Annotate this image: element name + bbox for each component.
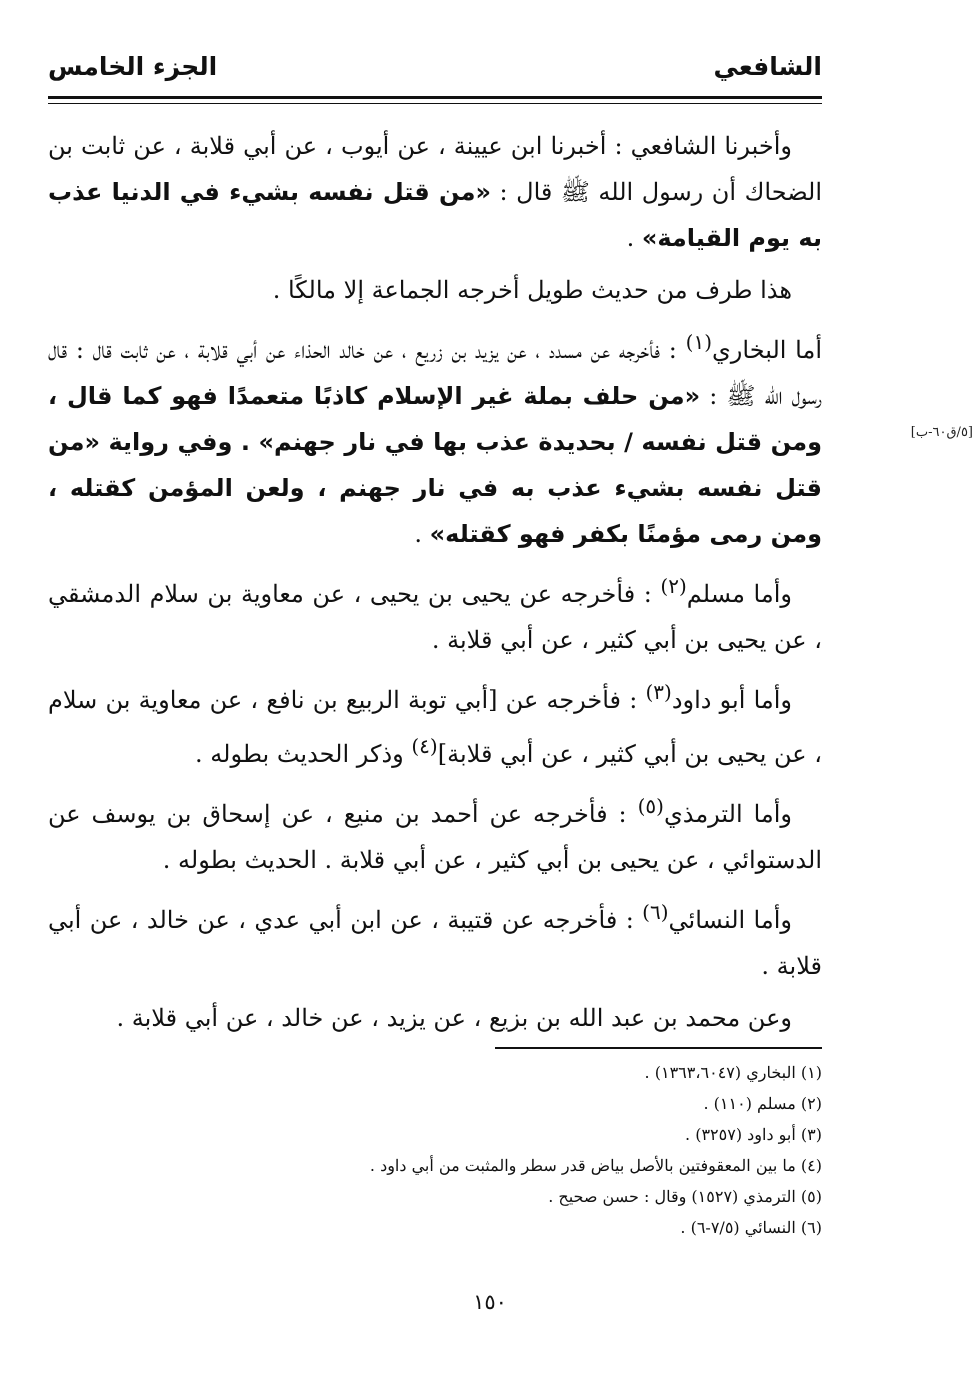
running-header	[48, 52, 822, 92]
footnotes	[290, 1057, 822, 1243]
book-title: الشافعي	[713, 52, 822, 81]
paragraph: هذا طرف من حديث طويل أخرجه الجماعة إلا مالكًا .	[272, 276, 792, 304]
page-number: ١٥٠	[473, 1290, 507, 1314]
footnote-separator	[495, 1047, 822, 1049]
paragraph: وأما الترمذي$^{(٥)}$ : فأخرجه عن أحمد بن منيع ، عن إسحاق بن يوسف عن الدستوائي ، عن يحيى بن أبي كثير ، عن أبي قلابة . الحديث بطوله .	[48, 794, 822, 874]
footnote: (٢) مسلم (١١٠) .	[703, 1094, 822, 1113]
paragraph: وأما مسلم$^{(٢)}$ : فأخرجه عن يحيى بن يحيى ، عن معاوية بن سلام الدمشقي ، عن يحيى بن أبي كثير ، عن أبي قلابة .	[48, 574, 822, 654]
footnote: (٥) الترمذي (١٥٢٧) وقال : حسن صحيح .	[548, 1187, 822, 1206]
footnote-ref: (٣)	[645, 680, 672, 704]
header-rule-thick	[48, 96, 822, 99]
hadith-text: «من قتل نفسه بشيء في الدنيا عذب به يوم القيامة»	[48, 178, 822, 252]
footnote-ref: (٢)	[660, 574, 687, 598]
footnote: (٣) أبو داود (٣٢٥٧) .	[685, 1125, 822, 1144]
hadith-text: «من حلف بملة غير الإسلام كاذبًا متعمدًا فهو كما قال ، ومن قتل نفسه / بحديدة عذب بها في نار جهنم» . وفي رواية «من قتل نفسه بشيء عذب به في نار جهنم ، ولعن المؤمن كقتله ، ومن رمى مؤمنًا بكفر فهو كقتله»	[48, 382, 822, 548]
footnote-ref: (١)	[685, 330, 713, 354]
header-rule-thin	[48, 103, 822, 104]
paragraph: وأخبرنا الشافعي : أخبرنا ابن عيينة ، عن أيوب ، عن أبي قلابة ، عن ثابت بن الضحاك أن رسول الله ﷺ قال : «من قتل نفسه بشيء في الدنيا عذب به يوم القيامة» .	[48, 132, 822, 252]
volume-label: الجزء الخامس	[48, 52, 218, 81]
paragraph: أما البخاري$^{(١)}$ : فأخرجه عن مسدد ، عن يزيد بن زريع ، عن خالد الحذاء عن أبي قلابة ، عن ثابت قال : قال رسول الله ﷺ : «من حلف بملة غير الإسلام كاذبًا متعمدًا فهو كما قال ، ومن قتل نفسه / بحديدة عذب بها في نار جهنم» . وفي رواية «من قتل نفسه بشيء عذب به في نار جهنم ، ولعن المؤمن كقتله ، ومن رمى مؤمنًا بكفر فهو كقتله» .	[48, 330, 822, 548]
footnote: (١) البخاري (١٣٦٣،٦٠٤٧) .	[644, 1063, 822, 1082]
paragraph: وأما أبو داود$^{(٣)}$ : فأخرجه عن [أبي توبة الربيع بن نافع ، عن معاوية بن سلام ، عن يحيى بن أبي كثير ، عن أبي قلابة]$^{(٤)}$ وذكر الحديث بطوله .	[48, 680, 822, 768]
footnote: (٤) ما بين المعقوفتين بالأصل بياض قدر سطر والمثبت من أبي داود .	[369, 1156, 822, 1175]
paragraph: وأما النسائي$^{(٦)}$ : فأخرجه عن قتيبة ، عن ابن أبي عدي ، عن خالد ، عن أبي قلابة .	[48, 900, 822, 980]
footnote-ref: (٥)	[637, 794, 664, 818]
footnote-ref: (٦)	[642, 900, 669, 924]
paragraph: وعن محمد بن عبد الله بن بزيع ، عن يزيد ، عن خالد ، عن أبي قلابة .	[116, 1004, 792, 1032]
manuscript-folio-note: [٥/ق٦٠-ب]	[910, 425, 973, 440]
main-text	[48, 123, 822, 1047]
footnote-ref: (٤)	[411, 734, 438, 758]
footnote: (٦) النسائي (٧/٥-٦) .	[680, 1218, 822, 1237]
